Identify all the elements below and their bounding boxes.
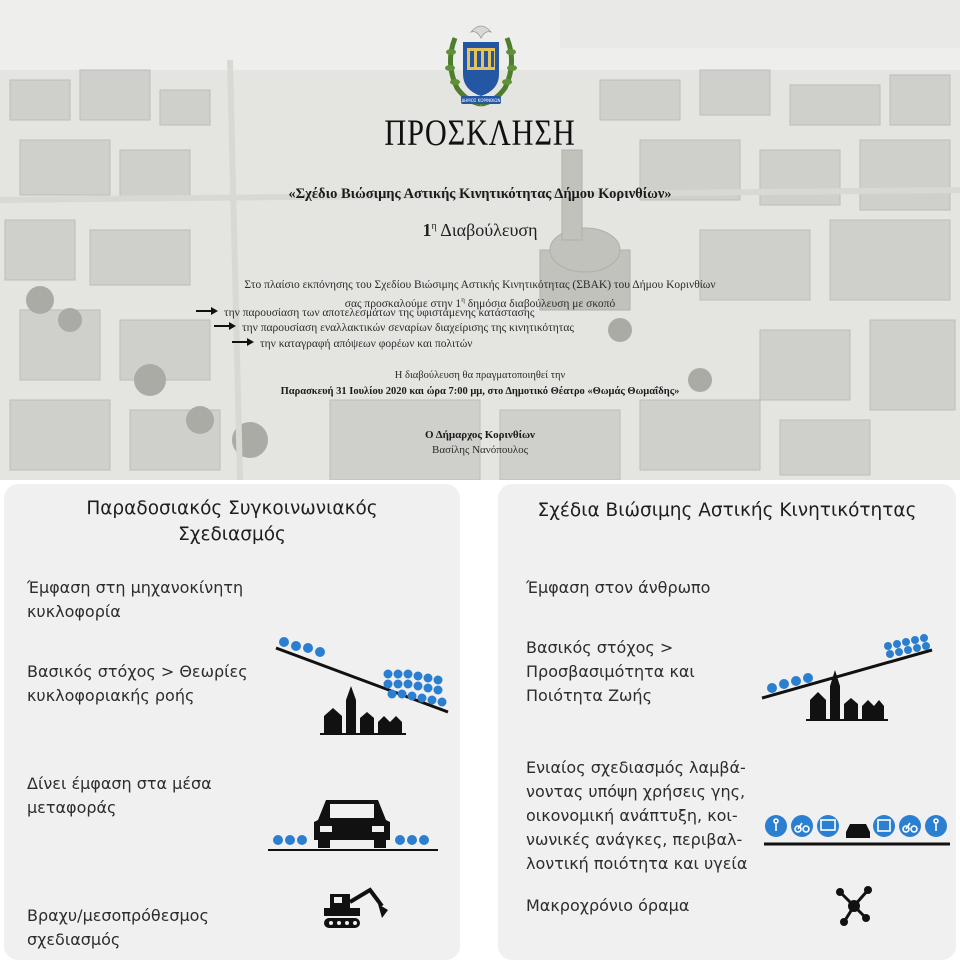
feature-item	[27, 576, 243, 624]
feature-item-line: οικονομική ανάπτυξη, κοι-	[526, 806, 738, 825]
consultation-number: 1	[422, 220, 432, 240]
feature-item	[526, 756, 747, 876]
intro-line-2-text-b: δημόσια διαβούλευση με σκοπό	[464, 297, 616, 310]
intro-line-2-text-a: σας προσκαλούμε στην 1	[344, 297, 462, 310]
feature-item-line: Ενιαίος σχεδιασμός λαμβά-	[526, 758, 746, 777]
excavator-icon	[320, 884, 390, 930]
consultation-heading	[0, 220, 960, 241]
feature-item-line: νωνικές ανάγκες, περιβαλ-	[526, 830, 743, 849]
feature-item-line: Βασικός στόχος > Θεωρίες	[27, 662, 248, 681]
feature-item	[27, 904, 209, 952]
plan-subtitle: «Σχέδιο Βιώσιμης Αστικής Κινητικότητας Δήμου Κορινθίων»	[288, 186, 672, 202]
feature-item-line: Προσβασιμότητα και	[526, 662, 695, 681]
panel-title-line-2: Σχεδιασμός	[178, 524, 286, 545]
arrow-right-icon	[232, 338, 254, 346]
feature-item-line: νοντας υπόψη χρήσεις γης,	[526, 782, 746, 801]
multimodal-street-icon	[764, 810, 950, 854]
feature-item	[27, 772, 212, 820]
feature-item	[526, 894, 689, 918]
network-icon	[834, 884, 874, 928]
seesaw-cars-heavy-icon	[270, 634, 456, 740]
feature-item-line: Βασικός στόχος >	[526, 638, 674, 657]
panel-title	[4, 496, 460, 548]
purpose-bullet	[196, 307, 534, 319]
arrow-right-icon	[196, 307, 218, 315]
consultation-ordinal: η	[431, 221, 437, 232]
feature-item-line: Δίνει έμφαση στα μέσα	[27, 774, 212, 793]
emblem-label: ΔΗΜΟΣ ΚΟΡΙΝΘΙΩΝ	[461, 98, 501, 103]
panel-title-line-1: Παραδοσιακός Συγκοινωνιακός	[86, 498, 378, 519]
event-datetime: Παρασκευή 31 Ιουλίου 2020 και ώρα 7:00 μμ, στο Δημοτικό Θέατρο «Θωμάς Θωμαΐδης»	[280, 386, 680, 397]
purpose-bullet-text: την παρουσίαση των αποτελεσμάτων της υφιστάμενης κατάστασης	[224, 307, 535, 319]
invitation-title: ΠΡΟΣΚΛΗΣΗ	[384, 113, 576, 154]
feature-item	[526, 636, 695, 708]
intro-line-1: Στο πλαίσιο εκπόνησης του Σχεδίου Βιώσιμης Αστικής Κινητικότητας (ΣΒΑΚ) του Δήμου Κορινθίων	[244, 279, 716, 291]
purpose-bullet-text: την παρουσίαση εναλλακτικών σεναρίων διαχείρισης της κινητικότητας	[242, 322, 574, 334]
purpose-bullet-text: την καταγραφή απόψεων φορέων και πολιτών	[260, 338, 473, 350]
purpose-bullet	[214, 322, 574, 334]
mayor-title: Ο Δήμαρχος Κορινθίων	[425, 429, 535, 441]
held-on-text: Η διαβούλευση θα πραγματοποιηθεί την	[394, 370, 566, 381]
feature-item-line: Μακροχρόνιο όραμα	[526, 896, 690, 915]
intro-line-2-sup: η	[461, 296, 465, 304]
car-icon	[268, 792, 438, 854]
feature-item-line: Ποιότητα Ζωής	[526, 686, 652, 705]
feature-item-line: κυκλοφοριακής ροής	[27, 686, 195, 705]
purpose-bullet	[232, 338, 472, 350]
municipality-emblem-icon	[441, 18, 521, 108]
feature-item	[526, 576, 710, 600]
feature-item-line: σχεδιασμός	[27, 930, 121, 949]
arrow-right-icon	[214, 322, 236, 330]
feature-item-line: κυκλοφορία	[27, 602, 121, 621]
feature-item-line: λοντική ποιότητα και υγεία	[526, 854, 748, 873]
panel-title: Σχέδια Βιώσιμης Αστικής Κινητικότητας	[537, 500, 917, 521]
feature-item-line: Βραχυ/μεσοπρόθεσμος	[27, 906, 209, 925]
feature-item-line: Έμφαση στον άνθρωπο	[526, 578, 711, 597]
traditional-planning-panel	[4, 484, 460, 960]
sump-panel	[498, 484, 956, 960]
mayor-name: Βασίλης Νανόπουλος	[432, 444, 528, 456]
consultation-label: Διαβούλευση	[440, 220, 538, 240]
feature-item-line: μεταφοράς	[27, 798, 117, 817]
feature-item-line: Έμφαση στη μηχανοκίνητη	[27, 578, 244, 597]
seesaw-people-heavy-icon	[758, 634, 938, 724]
feature-item	[27, 660, 248, 708]
